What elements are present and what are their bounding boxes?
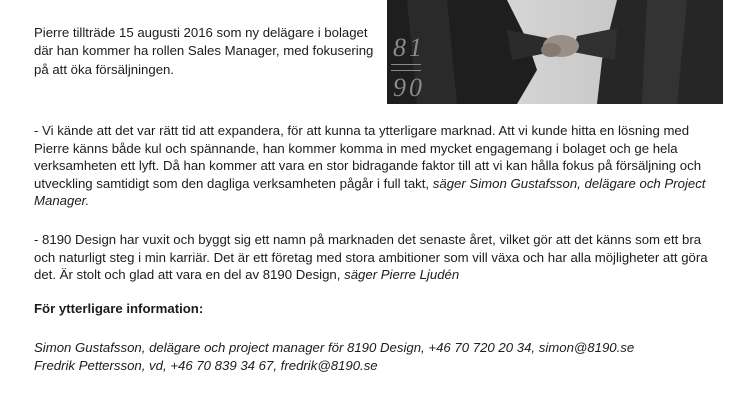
quote-simon	[34, 122, 724, 210]
quote-simon-attribution: säger Simon Gustafsson, delägare och Project Manager.	[34, 175, 706, 208]
info-heading: För ytterligare information:	[34, 301, 204, 316]
handshake-photo	[387, 0, 723, 104]
contact-list	[34, 339, 634, 374]
quote-simon-text: - Vi kände att det var rätt tid att expandera, för att kunna ta ytterligare marknad. Att vi kunde hitta en lösning med Pierre känns både kul och spännande, han kommer komma in med mycket engagemang i bolaget och ge hela verksamheten ett lyft. Då han kommer att vara en stor bidragande faktor till att vi kan hålla fokus på försäljning och utveckling samtidigt som den dagliga verksamheten pågår i full takt,	[34, 123, 702, 191]
quote-pierre-text: - 8190 Design har vuxit och byggt sig ett namn på marknaden det senaste året, vilket gör att det känns som ett bra och naturligt steg i min karriär. Det är ett företag med stora ambitioner som vill växa och har alla möjligheter att göra det. Är stolt och glad att vara en del av 8190 Design,	[34, 232, 708, 282]
svg-text:0: 0	[409, 73, 422, 102]
quote-pierre-attribution: säger Pierre Ljudén	[344, 267, 460, 282]
quote-pierre	[34, 231, 724, 284]
svg-text:1: 1	[409, 33, 422, 62]
svg-text:8: 8	[393, 33, 406, 62]
contact-simon: Simon Gustafsson, delägare och project manager för 8190 Design, +46 70 720 20 34, simon@8190.se	[34, 340, 635, 355]
contact-fredrik: Fredrik Pettersson, vd, +46 70 839 34 67, fredrik@8190.se	[34, 357, 378, 373]
svg-text:9: 9	[393, 73, 406, 102]
intro-paragraph: Pierre tillträde 15 augusti 2016 som ny delägare i bolaget där han kommer ha rollen Sales Manager, med fokusering på att öka försäljningen.	[34, 25, 374, 77]
